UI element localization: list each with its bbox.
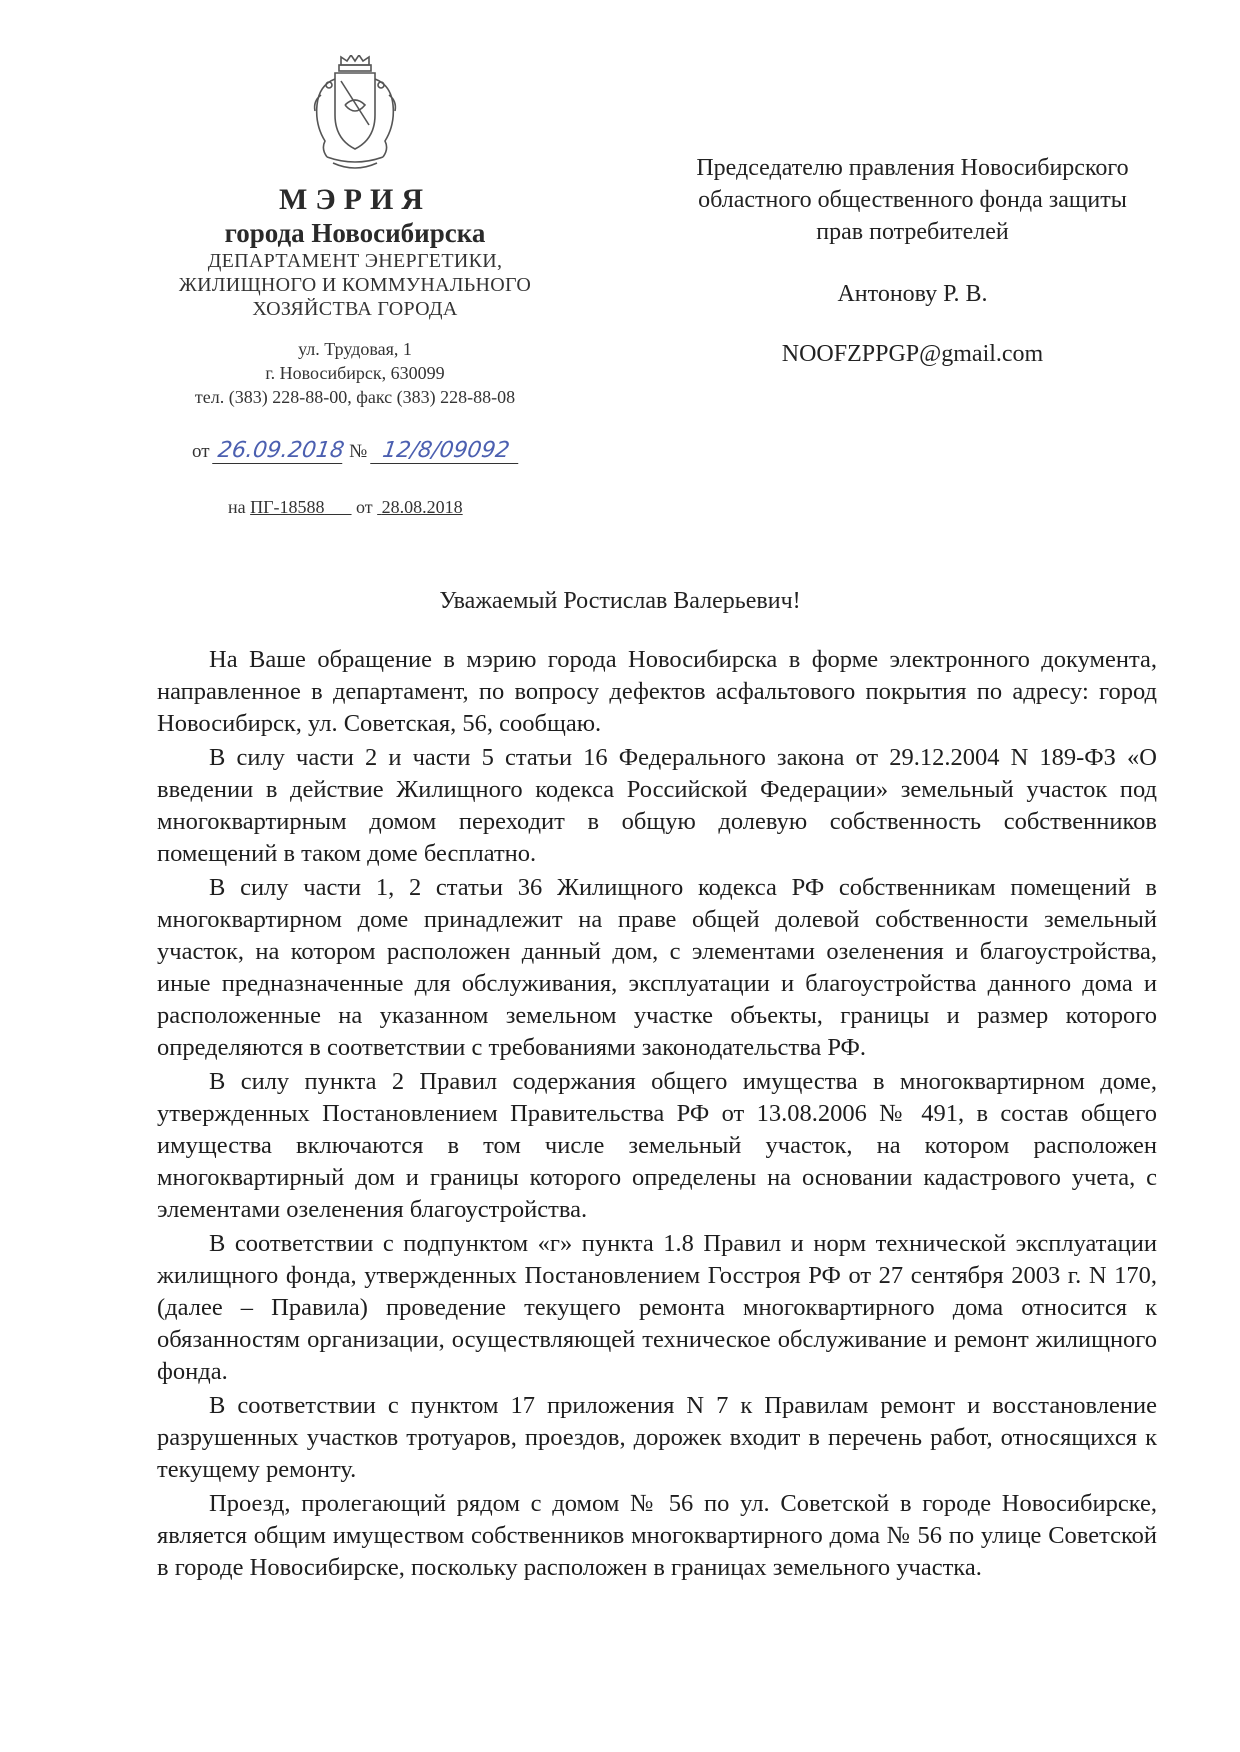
ref-date: 28.08.2018 <box>381 497 463 517</box>
ref-prefix: на <box>228 497 246 517</box>
address-street: ул. Трудовая, 1 <box>298 339 412 359</box>
addressee-name: Антонову Р. В. <box>837 281 988 307</box>
reference-line <box>228 497 463 518</box>
org-city: города Новосибирска <box>224 218 486 248</box>
address-city: г. Новосибирск, 630099 <box>265 363 445 383</box>
addressee-line-2: областного общественного фонда защиты <box>698 187 1127 213</box>
department-line-1: ДЕПАРТАМЕНТ ЭНЕРГЕТИКИ, <box>207 250 503 272</box>
reg-date: 26.09.2018 <box>212 438 346 464</box>
address-phone: тел. (383) 228-88-00, факс (383) 228-88-08 <box>194 387 516 407</box>
paragraph: На Ваше обращение в мэрию города Новосибирска в форме электронного документа, направленное в департамент, по вопросу дефектов асфальтового покрытия по адресу: город Новосибирск, ул. Советская, 56, сообщаю. <box>157 646 1157 737</box>
paragraph: В силу пункта 2 Правил содержания общего имущества в многоквартирном доме, утвержденных Постановлением Правительства РФ от 13.08.2006 № 491, в состав общего имущества включаются в том числе земельный участок, на котором расположен многоквартирный дом и границы которого определены на основании кадастрового учета, с элементами озеленения благоустройства. <box>157 1068 1157 1223</box>
org-title: МЭРИЯ <box>279 183 431 216</box>
reg-number-label: № <box>349 441 368 462</box>
department-line-3: ХОЗЯЙСТВА ГОРОДА <box>252 298 458 320</box>
department-line-2: ЖИЛИЩНОГО И КОММУНАЛЬНОГО <box>178 274 532 296</box>
reg-number: 12/8/09092 <box>370 438 522 464</box>
greeting: Уважаемый Ростислав Валерьевич! <box>439 588 801 614</box>
paragraph: В соответствии с подпунктом «г» пункта 1.8 Правил и норм технической эксплуатации жилищного фонда, утвержденных Постановлением Госстроя РФ от 27 сентября 2003 г. N 170, (далее – Правила) проведение текущего ремонта многоквартирного дома относится к обязанностям организации, осуществляющей техническое обслуживание и ремонт жилищного фонда. <box>157 1230 1157 1385</box>
addressee-line-1: Председателю правления Новосибирского <box>696 155 1129 181</box>
addressee-email: NOOFZPPGP@gmail.com <box>781 341 1044 367</box>
ref-from-label: от <box>356 497 373 517</box>
registration-line <box>192 438 612 464</box>
reg-from-label: от <box>192 441 210 462</box>
sender-header <box>145 55 565 409</box>
paragraph: В соответствии с пунктом 17 приложения N 7 к Правилам ремонт и восстановление разрушенных участков тротуаров, проездов, дорожек входит в перечень работ, относящихся к текущему ремонту. <box>157 1392 1157 1483</box>
paragraph: Проезд, пролегающий рядом с домом № 56 по ул. Советской в городе Новосибирске, является общим имуществом собственников многоквартирного дома № 56 по улице Советской в городе Новосибирске, поскольку расположен в границах земельного участка. <box>157 1490 1157 1581</box>
city-coat-of-arms-icon <box>307 55 403 175</box>
letter-body <box>157 644 1157 1586</box>
sender-address <box>145 337 565 409</box>
addressee-line-3: прав потребителей <box>816 219 1009 245</box>
addressee-block <box>640 152 1185 370</box>
paragraph: В силу части 2 и части 5 статьи 16 Федерального закона от 29.12.2004 N 189-ФЗ «О введении в действие Жилищного кодекса Российской Федерации» земельный участок под многоквартирным домом переходит в общую долевую собственность собственников помещений в таком доме бесплатно. <box>157 744 1157 867</box>
paragraph: В силу части 1, 2 статьи 36 Жилищного кодекса РФ собственникам помещений в многоквартирном доме принадлежит на праве общей долевой собственности земельный участок, на котором расположен данный дом, с элементами озеленения и благоустройства, иные предназначенные для обслуживания, эксплуатации и благоустройства данного дома и расположенные на указанном земельном участке объекты, границы и размер которого определяются в соответствии с требованиями законодательства РФ. <box>157 874 1157 1061</box>
ref-number: ПГ-18588 <box>250 497 325 517</box>
